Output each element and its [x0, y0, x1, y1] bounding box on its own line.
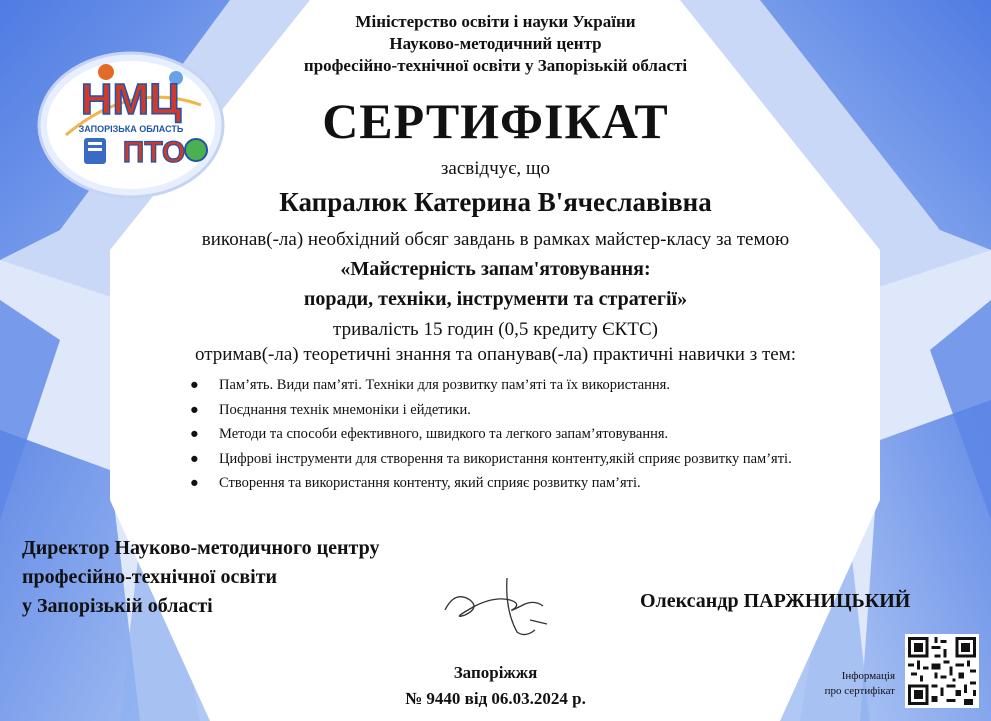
qr-caption [800, 669, 895, 699]
signer-name: Олександр ПАРЖНИЦЬКИЙ [640, 590, 911, 612]
certificate-number-date: № 9440 від 06.03.2024 р. [405, 689, 586, 708]
header-ministry: Міністерство освіти і науки України [355, 12, 636, 31]
director-line-2: професійно-технічної освіти [22, 566, 278, 588]
header-center: Науково-методичний центр [389, 34, 602, 53]
qr-code[interactable] [905, 634, 979, 708]
list-item [190, 424, 840, 445]
list-item [190, 449, 840, 470]
logo-sub-text: ПТО [122, 136, 186, 169]
completed-text: виконав(-ла) необхідний обсяг завдань в рамках майстер-класу за темою [201, 229, 790, 250]
bullet: ● [190, 401, 199, 418]
logo-main-text: НМЦ [80, 75, 182, 124]
director-line-1: Директор Науково-методичного центру [22, 537, 380, 559]
recipient-name: Капралюк Катерина В'ячеславівна [279, 187, 712, 217]
list-item [190, 473, 840, 494]
qr-caption-line-2: про сертифікат [824, 685, 895, 697]
topic-item-text: Пам’ять. Види пам’яті. Техніки для розвитку пам’яті та їх використання. [219, 377, 670, 393]
topic-item-text: Створення та використання контенту, який сприяє розвитку пам’яті. [219, 475, 641, 491]
ministry-header [0, 11, 991, 77]
list-item [190, 400, 840, 421]
qr-caption-line-1: Інформація [841, 670, 895, 682]
topic-line-1: «Майстерність запам'ятовування: [340, 258, 651, 280]
bullet: ● [190, 475, 199, 491]
topic-item-text: Цифрові інструменти для створення та використання контенту,якій сприяє розвитку пам’яті. [219, 450, 792, 467]
bullet: ● [190, 377, 199, 393]
topic-item-text: Поєднання технік мнемоніки і ейдетики. [219, 401, 471, 418]
received-text: отримав(-ла) теоретичні знання та опанував(-ла) практичні навички з тем: [194, 344, 797, 365]
director-line-3: у Запорізькій області [22, 595, 213, 617]
signature-image [435, 570, 555, 640]
topics-list [190, 375, 840, 498]
certificate-title: СЕРТИФІКАТ [322, 93, 669, 149]
director-title [22, 534, 379, 621]
list-item [190, 375, 840, 396]
logo-arc-text: ЗАПОРІЗЬКА ОБЛАСТЬ [78, 124, 184, 134]
duration-text: тривалість 15 годин (0,5 кредиту ЄКТС) [333, 319, 658, 340]
certifies-text: засвідчує, що [440, 158, 551, 179]
city-name: Запоріжжя [453, 663, 538, 682]
bullet: ● [190, 426, 199, 442]
bullet: ● [190, 450, 199, 467]
topic-line-2: поради, техніки, інструменти та стратегії» [303, 288, 688, 310]
header-region: професійно-технічної освіти у Запорізькій області [303, 56, 688, 75]
topic-item-text: Методи та способи ефективного, швидкого та легкого запам’ятовування. [219, 426, 669, 442]
